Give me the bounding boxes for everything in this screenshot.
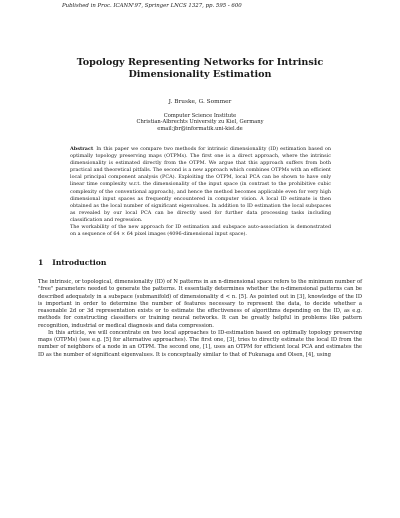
affiliation-university: Christian-Albrechts University zu Kiel, Germany — [136, 119, 264, 126]
abstract-paragraph-1 — [70, 146, 331, 224]
section-title: Introduction — [52, 258, 107, 267]
body-paragraph-1: The intrinsic, or topological, dimensionality (ID) of N patterns in an n-dimensional space refers to the minimum number of "free" parameters needed to generate the patterns. It essentially determines whether the n-dimensional patterns can be described adequately in a subspace (submanifold) of dimensionality d < n. [5]. As pointed out in [3], knowledge of the ID is important in order to determine the number of features necessary to represent the data, to decide whether a reasonable 2d or 3d representation exists or to estimate the effectiveness of algorithms depending on the ID, as e.g. methods for constructing classifiers or training neural networks. It can be greatly helpful in problems like pattern recognition, industrial or medical diagnosis and data compression. — [38, 279, 362, 329]
title-line-2: Dimensionality Estimation — [128, 69, 272, 80]
abstract-text: In this paper we compare two methods for intrinsic dimensionality (ID) estimation based on optimally topology preserving maps (OTPMs). The first one is a direct approach, where the intrinsic dimensionality is estimated directly from the OTPM. We argue that this approach suffers from both practical and theoretical pitfalls. The second is a new approach which combines OTPMs with an efficient local principal component analysis (PCA). Exploiting the OTPM, local PCA can be shown to have only linear time complexity w.r.t. the dimensionality of the input space (in contrast to the prohibitive cubic complexity of the conventional approach), and hence the method becomes applicable even for very high dimensional input spaces as frequently encountered in computer vision. A local ID estimate is then obtained as the local number of significant eigenvalues. In addition to ID estimation the local subspaces as revealed by our local PCA can be directly used for further data processing tasks including classification and regression. — [70, 146, 331, 223]
title-line-1: Topology Representing Networks for Intrinsic — [76, 57, 324, 68]
body-paragraph-2: In this article, we will concentrate on two local approaches to ID-estimation based on optimally topology preserving maps (OTPMs) (see e.g. [5] for alternative approaches). The first one, [3], tries to directly estimate the local ID from the number of neighbors of a node in an OTPM. The second one, [1], uses an OTPM for efficient local PCA and estimates the ID as the number of significant eigenvalues. It is conceptually similar to that of Fukunaga and Olsen, [4], using — [38, 329, 362, 358]
abstract — [70, 146, 331, 238]
section-heading — [38, 258, 238, 267]
paper-title — [40, 57, 360, 81]
abstract-label: Abstract — [70, 146, 94, 152]
affiliation-block — [40, 113, 360, 132]
section-number: 1 — [38, 258, 44, 267]
affiliation-institute: Computer Science Institute — [163, 113, 237, 119]
publication-note: Published in Proc. ICANN'97, Springer LNCS 1327, pp. 595 - 600 — [62, 3, 242, 9]
affiliation-email: email:jbr@informatik.uni-kiel.de — [157, 125, 243, 132]
introduction-body — [38, 279, 362, 359]
abstract-paragraph-2: The workability of the new approach for ID estimation and subspace auto-association is demonstrated on a sequence of 64 × 64 pixel images (4096-dimensional input space). — [70, 224, 331, 238]
author-list: J. Bruske, G. Sommer — [168, 99, 232, 105]
